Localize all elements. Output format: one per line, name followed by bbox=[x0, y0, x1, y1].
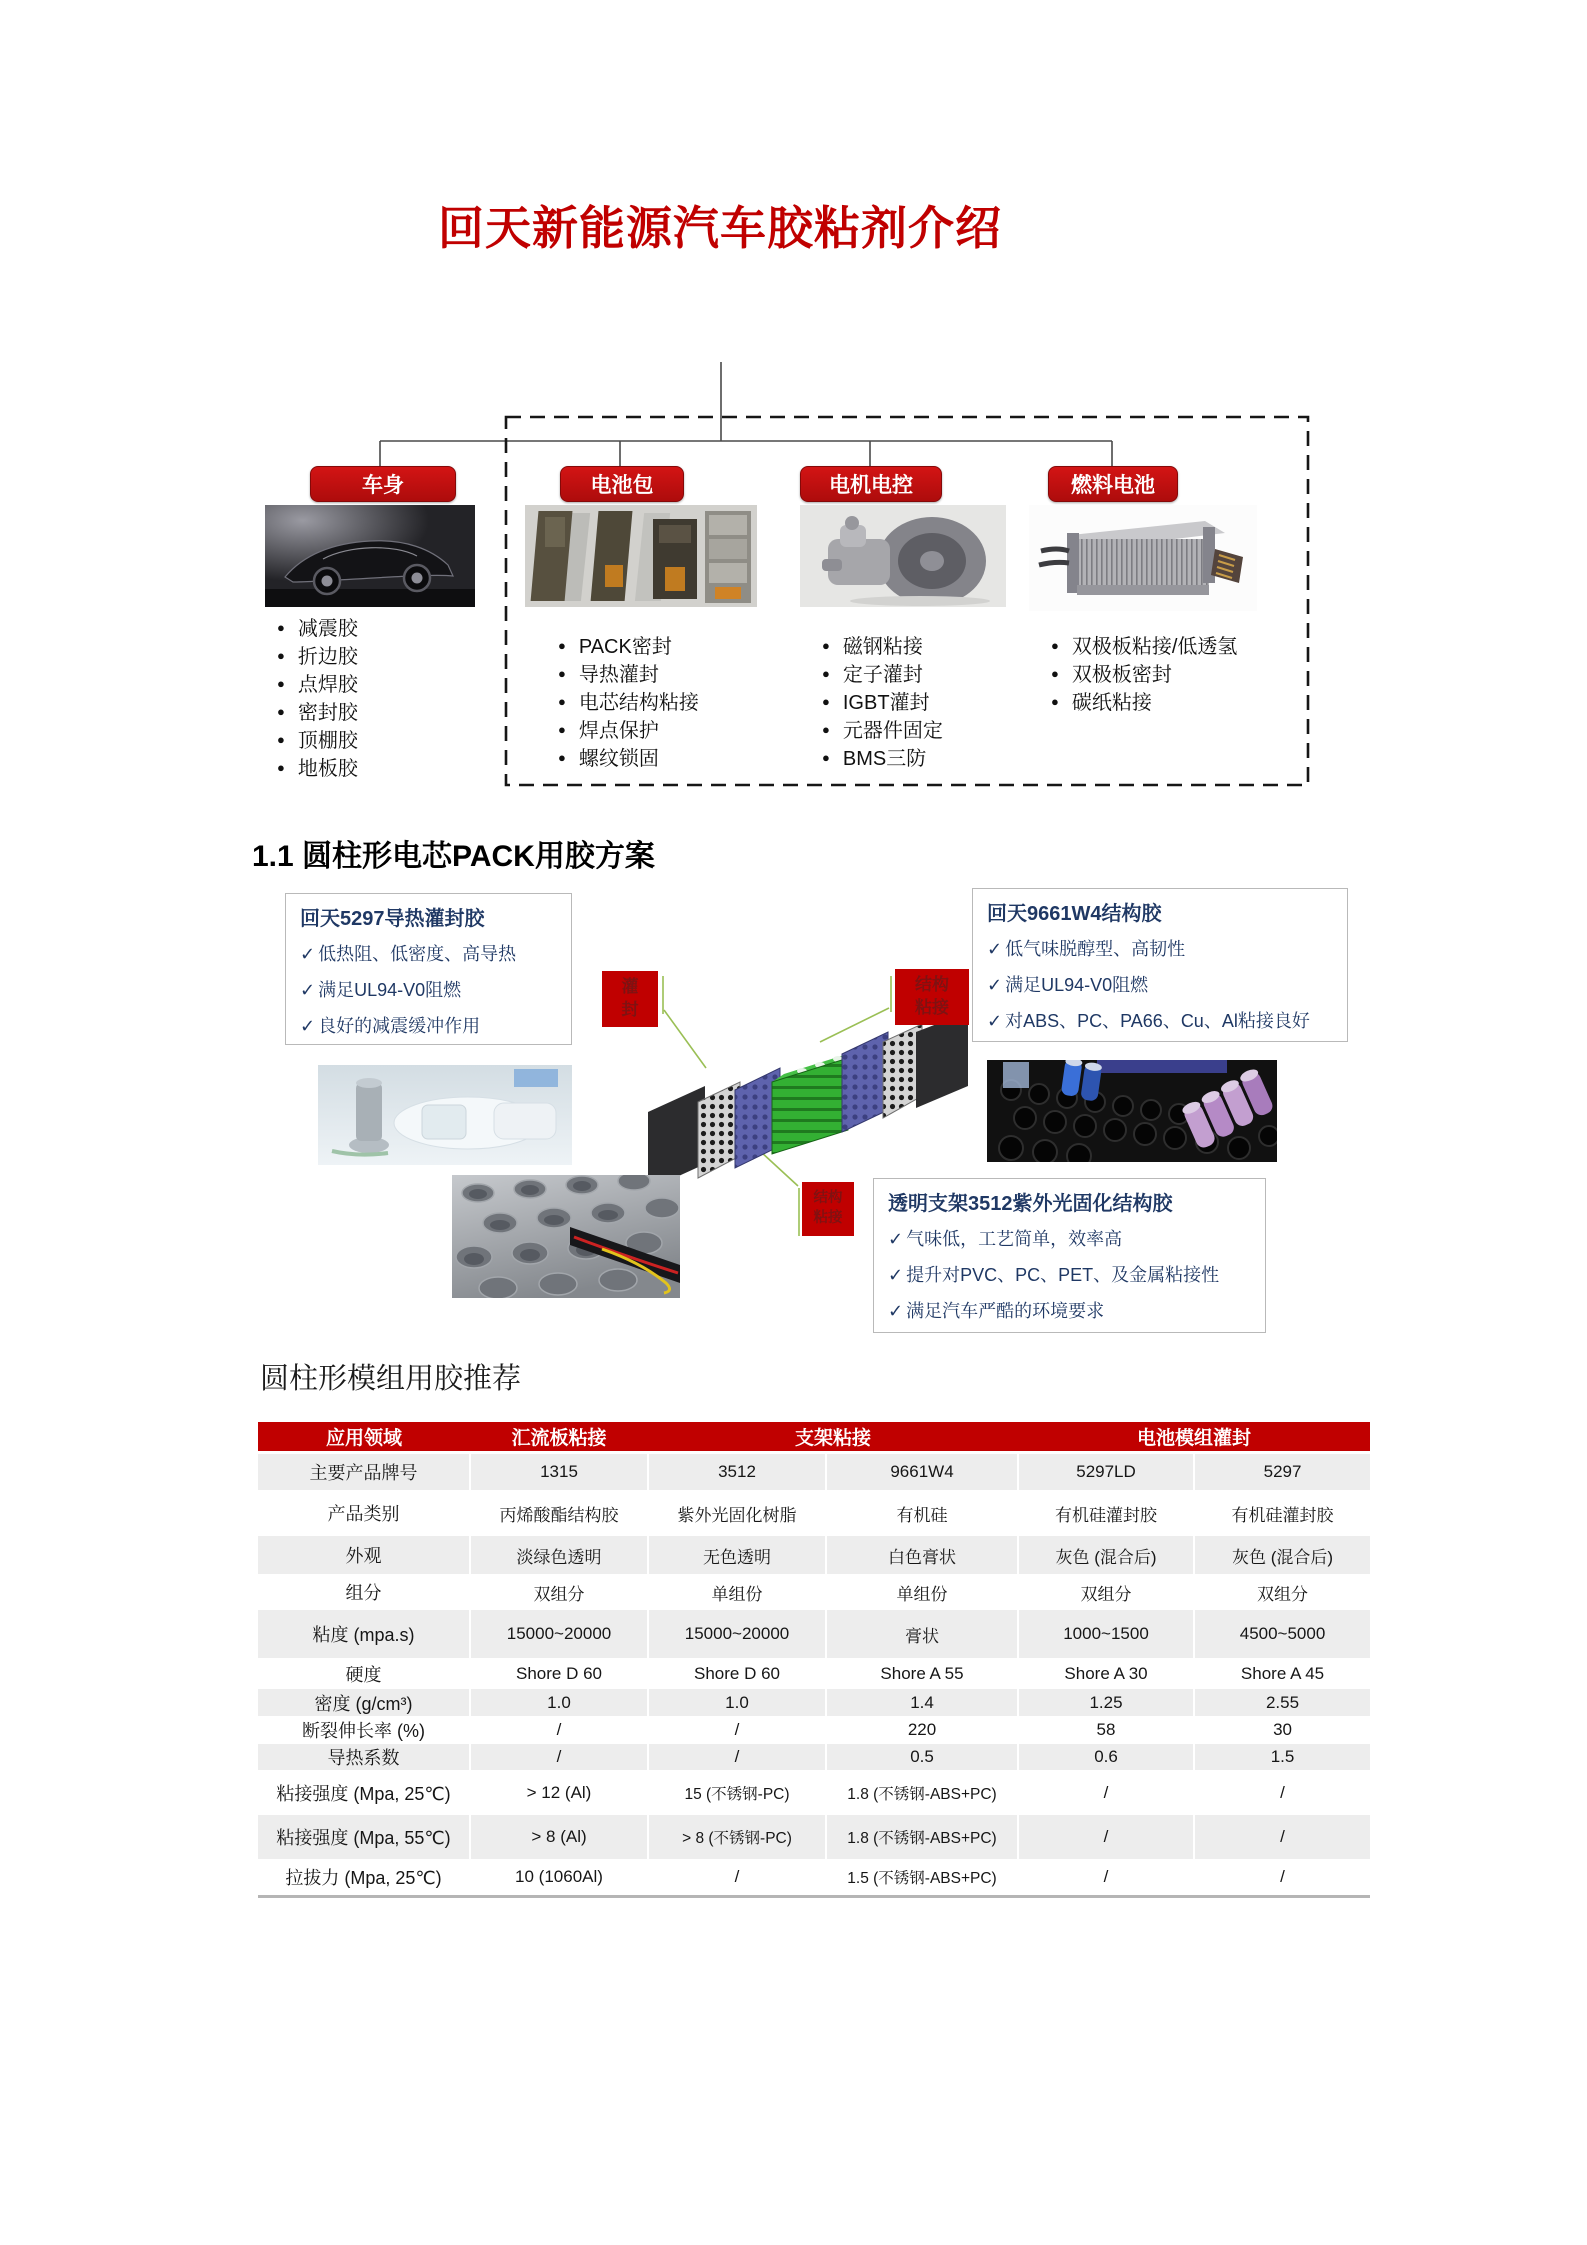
battery-pack-image bbox=[525, 505, 757, 607]
callout-point: ✓ 良好的减震缓冲作用 bbox=[300, 1013, 557, 1040]
callout-point: ✓ 低气味脱醇型、高韧性 bbox=[987, 936, 1333, 963]
list-item: ● 双极板粘接/低透氢 bbox=[1051, 634, 1237, 662]
table-row: 主要产品牌号 1315 3512 9661W4 5297LD 5297 bbox=[258, 1452, 1370, 1490]
motor-control-adhesive-list bbox=[822, 634, 943, 774]
callout-5297-potting bbox=[285, 893, 572, 1045]
tag-structural-bond-bottom: 结构 粘接 bbox=[802, 1182, 854, 1236]
list-item: ● 定子灌封 bbox=[822, 662, 943, 690]
car-body-image bbox=[265, 505, 475, 607]
list-item: ● 双极板密封 bbox=[1051, 662, 1237, 690]
battery-pack-adhesive-list bbox=[558, 634, 699, 774]
list-item: ● 焊点保护 bbox=[558, 718, 699, 746]
category-label: 车身 bbox=[362, 474, 404, 497]
fuel-cell-adhesive-list bbox=[1051, 634, 1237, 718]
table-row: 导热系数 / / 0.5 0.6 1.5 bbox=[258, 1744, 1370, 1770]
category-box-battery-pack bbox=[560, 466, 684, 502]
header-application: 应用领域 bbox=[258, 1422, 470, 1452]
header-bracket-bonding: 支架粘接 bbox=[648, 1422, 1018, 1452]
list-item: ● IGBT灌封 bbox=[822, 690, 943, 718]
table-header-row bbox=[258, 1422, 1370, 1452]
busbar-plate-photo bbox=[452, 1175, 680, 1298]
list-item: ● 导热灌封 bbox=[558, 662, 699, 690]
potting-application-photo bbox=[318, 1065, 572, 1165]
callout-9661w4-structural bbox=[972, 888, 1348, 1042]
table-row: 粘度 (mpa.s) 15000~20000 15000~20000 膏状 1000~1500 4500~5000 bbox=[258, 1610, 1370, 1658]
table-row: 密度 (g/cm³) 1.0 1.0 1.4 1.25 2.55 bbox=[258, 1689, 1370, 1716]
callout-point: ✓ 提升对PVC、PC、PET、及金属粘接性 bbox=[888, 1262, 1251, 1289]
callout-point: ✓ 满足UL94-V0阻燃 bbox=[300, 977, 557, 1004]
table-row: 粘接强度 (Mpa, 25℃) > 12 (Al) 15 (不锈钢-PC) 1.8 (不锈钢-ABS+PC) / / bbox=[258, 1770, 1370, 1815]
table-row: 产品类别 丙烯酸酯结构胶 紫外光固化树脂 有机硅 有机硅灌封胶 有机硅灌封胶 bbox=[258, 1490, 1370, 1536]
category-box-motor-control bbox=[800, 466, 942, 502]
callout-title: 回天5297导热灌封胶 bbox=[300, 908, 485, 930]
car-body-adhesive-list bbox=[277, 616, 358, 784]
module-adhesive-table bbox=[258, 1422, 1370, 1898]
tag-potting: 灌 封 bbox=[602, 971, 658, 1027]
table-row: 断裂伸长率 (%) / / 220 58 30 bbox=[258, 1716, 1370, 1744]
page-title: 回天新能源汽车胶粘剂介绍 bbox=[438, 202, 1002, 254]
callout-3512-uv-structural bbox=[873, 1178, 1266, 1333]
module-table-title: 圆柱形模组用胶推荐 bbox=[260, 1363, 522, 1395]
category-box-car-body bbox=[310, 466, 456, 502]
table-row: 硬度 Shore D 60 Shore D 60 Shore A 55 Shore A 30 Shore A 45 bbox=[258, 1658, 1370, 1689]
category-label: 燃料电池 bbox=[1071, 474, 1155, 497]
callout-title: 回天9661W4结构胶 bbox=[987, 903, 1162, 925]
exploded-module-diagram bbox=[600, 1012, 970, 1192]
callout-point: ✓ 满足UL94-V0阻燃 bbox=[987, 972, 1333, 999]
list-item: ● 地板胶 bbox=[277, 756, 358, 784]
category-box-fuel-cell bbox=[1048, 466, 1178, 502]
list-item: ● 元器件固定 bbox=[822, 718, 943, 746]
cell-holder-photo bbox=[987, 1060, 1277, 1162]
table-row: 拉拔力 (Mpa, 25℃) 10 (1060Al) / 1.5 (不锈钢-ABS+PC) / / bbox=[258, 1859, 1370, 1896]
list-item: ● PACK密封 bbox=[558, 634, 699, 662]
callout-title: 透明支架3512紫外光固化结构胶 bbox=[888, 1193, 1173, 1215]
list-item: ● BMS三防 bbox=[822, 746, 943, 774]
callout-point: ✓ 气味低，工艺简单，效率高 bbox=[888, 1226, 1251, 1253]
header-module-potting: 电池模组灌封 bbox=[1018, 1422, 1370, 1452]
list-item: ● 磁钢粘接 bbox=[822, 634, 943, 662]
category-label: 电池包 bbox=[590, 474, 654, 497]
table-row: 外观 淡绿色透明 无色透明 白色膏状 灰色 (混合后) 灰色 (混合后) bbox=[258, 1536, 1370, 1574]
callout-point: ✓ 低热阻、低密度、高导热 bbox=[300, 941, 557, 968]
section-heading: 1.1 圆柱形电芯PACK用胶方案 bbox=[252, 840, 655, 873]
tag-structural-bond-right: 结构 粘接 bbox=[895, 969, 969, 1025]
table-row: 粘接强度 (Mpa, 55℃) > 8 (Al) > 8 (不锈钢-PC) 1.8 (不锈钢-ABS+PC) / / bbox=[258, 1815, 1370, 1859]
fuel-cell-image bbox=[1029, 505, 1257, 611]
list-item: ● 电芯结构粘接 bbox=[558, 690, 699, 718]
list-item: ● 减震胶 bbox=[277, 616, 358, 644]
list-item: ● 点焊胶 bbox=[277, 672, 358, 700]
motor-controller-image bbox=[800, 505, 1006, 607]
callout-point: ✓ 满足汽车严酷的环境要求 bbox=[888, 1298, 1251, 1325]
list-item: ● 螺纹锁固 bbox=[558, 746, 699, 774]
category-label: 电机电控 bbox=[829, 474, 913, 497]
header-busbar-bonding: 汇流板粘接 bbox=[470, 1422, 648, 1452]
table-row: 组分 双组分 单组份 单组份 双组分 双组分 bbox=[258, 1574, 1370, 1610]
list-item: ● 顶棚胶 bbox=[277, 728, 358, 756]
list-item: ● 密封胶 bbox=[277, 700, 358, 728]
callout-point: ✓ 对ABS、PC、PA66、Cu、Al粘接良好 bbox=[987, 1008, 1333, 1035]
list-item: ● 碳纸粘接 bbox=[1051, 690, 1237, 718]
list-item: ● 折边胶 bbox=[277, 644, 358, 672]
